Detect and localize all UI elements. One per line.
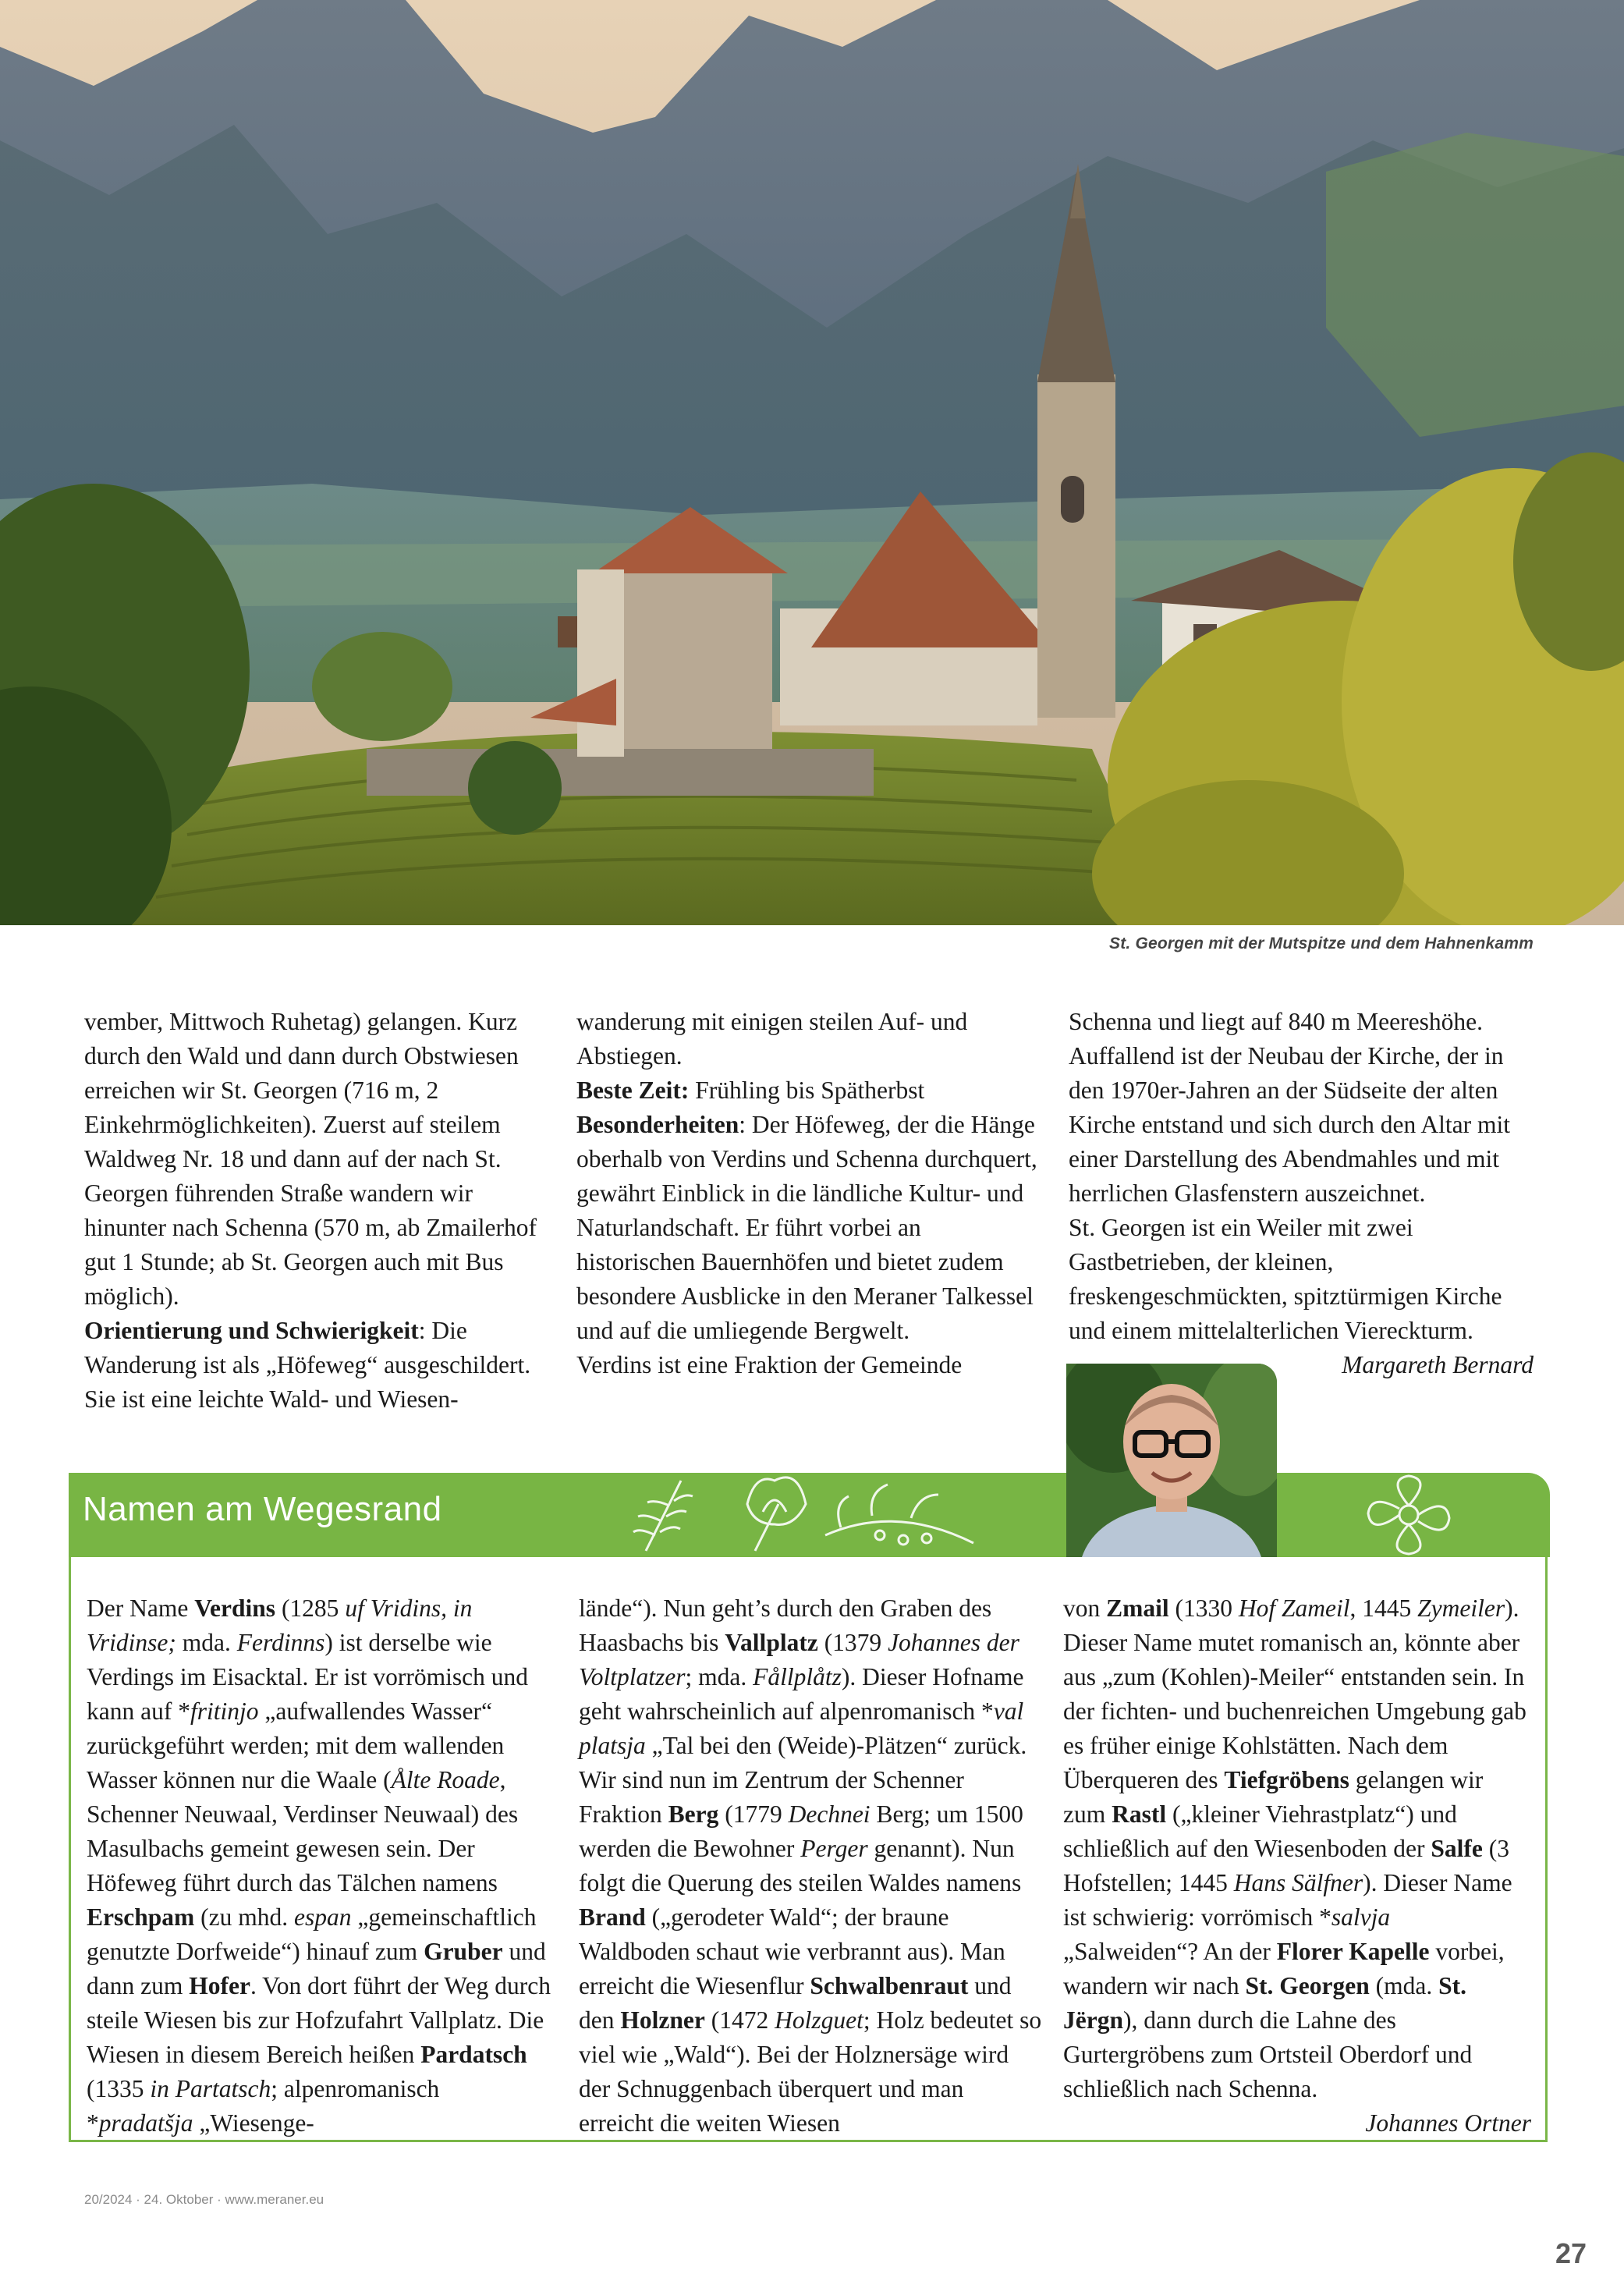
paragraph: Orientierung und Schwierigkeit: Die Wanderung ist als „Höfeweg“ ausgeschildert. Sie ist eine leichte Wald- und Wiesen- bbox=[84, 1317, 531, 1413]
names-column-2-text bbox=[579, 1591, 1044, 2141]
article-columns bbox=[84, 1005, 1535, 1426]
article-author: Margareth Bernard bbox=[1342, 1351, 1534, 1378]
article-column-3 bbox=[1069, 1005, 1534, 1382]
author-portrait bbox=[1066, 1364, 1277, 1557]
paragraph: Der Name Verdins (1285 uf Vridins, in Vridinse; mda. Ferdinns) ist derselbe wie Verdings im Eisacktal. Er ist vorrömisch und kann auf *fritinjo „aufwallendes Wasser“ zurückgeführt werden; mit dem wallenden Wasser können nur die Waale (Ålte Roade, Schenner Neuwaal, Verdinser Neuwaal) des Masulbachs gemeint gewesen sein. Der Höfeweg führt durch das Tälchen namens Erschpam (zu mhd. espan „gemeinschaftlich genutzte Dorfweide“) hinauf zum Gruber und dann zum Hofer. Von dort führt der Weg durch steile Wiesen bis zur Hofzufahrt Vallplatz. Die Wiesen in diesem Bereich heißen Pardatsch (1335 in Partatsch; alpenromanisch *pradatšja „Wiesenge- bbox=[87, 1595, 551, 2137]
names-column-3-text bbox=[1063, 1591, 1531, 2106]
article-column-1 bbox=[84, 1005, 549, 1417]
paragraph: Beste Zeit: Frühling bis Spätherbst bbox=[576, 1077, 925, 1104]
article-column-2-text bbox=[576, 1005, 1041, 1382]
page-number: 27 bbox=[1555, 2237, 1587, 2269]
article-column-2 bbox=[576, 1005, 1041, 1382]
names-author: Johannes Ortner bbox=[1365, 2109, 1531, 2137]
portrait-image bbox=[1066, 1364, 1277, 1557]
paragraph: von Zmail (1330 Hof Zameil, 1445 Zymeiler). Dieser Name mutet romanisch an, könnte aber aus „zum (Kohlen)-Meiler“ entstanden sein. In der fichten- und buchenreichen Umgebung gab es früher einige Kohlstätten. Nach dem Überqueren des Tiefgröbens gelangen wir zum Rastl („kleiner Viehrastplatz“) und schließlich auf den Wiesenboden der Salfe (3 Hofstellen; 1445 Hans Sälfner). Dieser Name ist schwierig: vorrömisch *salvja „Salweiden“? An der Florer Kapelle vorbei, wandern wir nach St. Georgen (mda. St. Jërgn), dann durch die Lahne des Gurtergröbens zum Ortsteil Oberdorf und schließlich nach Schenna. bbox=[1063, 1595, 1526, 2102]
paragraph: St. Georgen ist ein Weiler mit zwei Gastbetrieben, der kleinen, freskengeschmückten, spitztürmigen Kirche und einem mittelalterlichen Viereckturm. bbox=[1069, 1214, 1502, 1344]
paragraph: lände“). Nun geht’s durch den Graben des Haasbachs bis Vallplatz (1379 Johannes der Voltplatzer; mda. Fållplåtz). Dieser Hofname geht wahrscheinlich auf alpenromanisch *val platsja „Tal bei den (Weide)-Plätzen“ zurück. Wir sind nun im Zentrum der Schenner Fraktion Berg (1779 Dechnei Berg; um 1500 werden die Bewohner Perger genannt). Nun folgt die Querung des steilen Waldes namens Brand („gerodeter Wald“; der braune Waldboden schaut wie verbrannt aus). Man erreicht die Wiesenflur Schwalbenraut und den Holzner (1472 Holzguet; Holz bedeutet so viel wie „Wald“). Bei der Holznersäge wird der Schnuggenbach überquert und man erreicht die weiten Wiesen bbox=[579, 1595, 1042, 2137]
paragraph: Schenna und liegt auf 840 m Meereshöhe. Auffallend ist der Neubau der Kirche, der in den 1970er-Jahren an der Südseite der alten Kirche entstand und sich durch den Altar mit einer Darstellung des Abendmahles und mit herrlichen Glasfenstern auszeichnet. bbox=[1069, 1008, 1510, 1207]
paragraph: Verdins ist eine Fraktion der Gemeinde bbox=[576, 1351, 963, 1378]
names-column-2 bbox=[579, 1591, 1044, 2141]
names-column-1-text bbox=[87, 1591, 551, 2141]
article-column-3-text bbox=[1069, 1005, 1534, 1348]
names-box-header bbox=[69, 1473, 1550, 1557]
photo-caption: St. Georgen mit der Mutspitze und dem Hahnenkamm bbox=[1108, 935, 1534, 952]
paragraph: Besonderheiten: Der Höfeweg, der die Hänge oberhalb von Verdins und Schenna durchquert, gewährt Einblick in die ländliche Kultur- und Naturlandschaft. Er führt vorbei an historischen Bauernhöfen und bietet zudem besondere Ausblicke in den Meraner Talkessel und auf die umliegende Bergwelt. bbox=[576, 1111, 1037, 1344]
article-column-1-text bbox=[84, 1005, 549, 1417]
paragraph: wanderung mit einigen steilen Auf- und Abstiegen. bbox=[576, 1008, 968, 1070]
issue-info: 20/2024 · 24. Oktober · www.meraner.eu bbox=[84, 2192, 324, 2207]
names-box bbox=[69, 1473, 1548, 2142]
names-column-3 bbox=[1063, 1591, 1531, 2141]
names-box-title: Namen am Wegesrand bbox=[83, 1490, 442, 1528]
paragraph: vember, Mittwoch Ruhetag) gelangen. Kurz durch den Wald und dann durch Obstwiesen erreichen wir St. Georgen (716 m, 2 Einkehrmöglichkeiten). Zuerst auf steilem Waldweg Nr. 18 und dann auf der nach St. Georgen führenden Straße wandern wir hinunter nach Schenna (570 m, ab Zmailerhof gut 1 Stunde; ab St. Georgen auch mit Bus möglich). bbox=[84, 1008, 537, 1310]
hero-photo bbox=[0, 0, 1624, 925]
landscape-illustration bbox=[0, 0, 1624, 925]
names-column-1 bbox=[87, 1591, 551, 2141]
